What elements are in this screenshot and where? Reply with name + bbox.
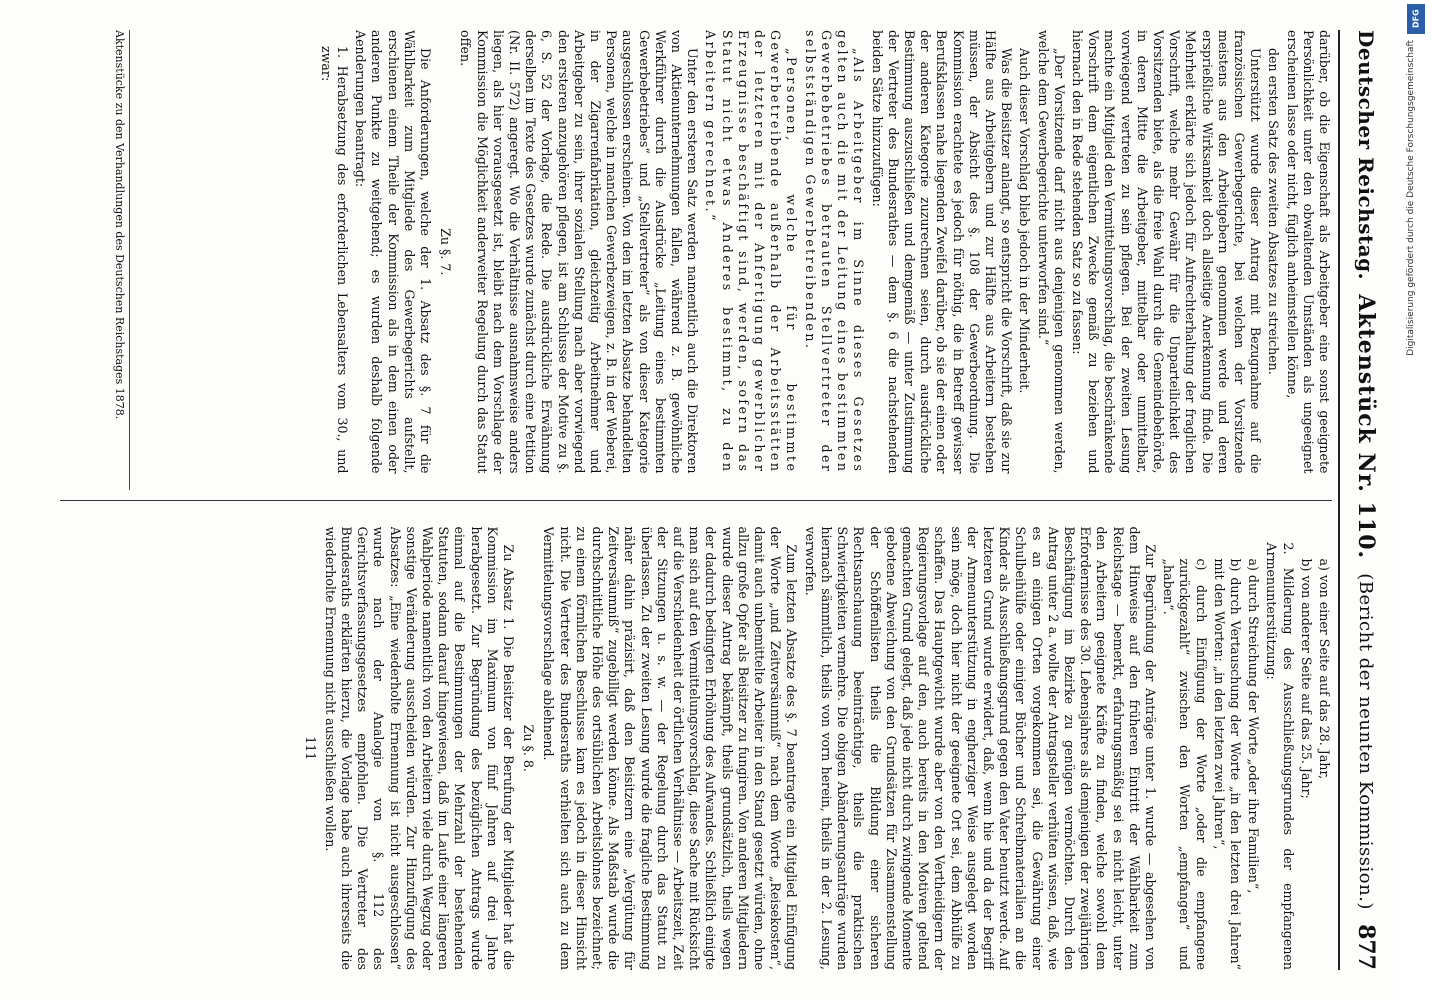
header-publication: Deutscher Reichstag. — [1354, 30, 1378, 281]
list-item: 1. Herabsetzung des erforderlichen Lebensalters vom 30., und zwar: — [318, 46, 351, 474]
header-report-title: (Bericht der neunten Kommission.) — [1355, 573, 1377, 910]
text-columns — [60, 30, 1332, 970]
list-item: b) durch Vertauschung der Worte „in den letzten drei Jahren“ mit den Worten: „in den letzten zwei Jahren“, — [1211, 558, 1243, 970]
paragraph: Die Anforderungen, welche der 1. Absatz des §. 7 für die Wählbarkeit zum Mitgliede des Gewerbegerichts aufstellt, erschienen einem Theile der Kommission als in dem einen oder anderen Punkte zu weitgehend; es wurden deshalb folgende Aenderungen beantragt: — [353, 30, 434, 474]
dfg-credit: Digitalisierung gefördert durch die Deutsche Forschungsgemeinschaft — [1406, 40, 1416, 356]
dfg-logo: DFG — [1407, 4, 1425, 34]
paragraph: Unter den ersteren Satz werden namentlich auch die Direktoren von Aktienunternehmungen fallen, während z. B. gewöhnliche Werkführer durch die Ausdrücke „Leitung eines bestimmten Gewerbebetriebes“ und „Stellvertreter“ als von dieser Kategorie ausgeschlossen erscheinen. Von den im letzten Absatze behandelten Personen, welche in manchen Gewerbezweigen, z. B. in der Weberei, in der Zigarrenfabrikation, gleichzeitig Arbeitnehmer und Arbeitgeber zu sein, ihrer sozialen Stellung nach aber vorwiegend den ersteren anzugehören pflegen, ist am Schlusse der Motive zu §. 6, S. 52 der Vorlage, die Rede. Die ausdrückliche Erwähnung derselben im Texte des Gesetzes wurde zunächst durch eine Petition (Nr. II. 572) angeregt. Wo die Verhältnisse ausnahmsweise anders liegen, als hier vorausgesetzt ist, bleibt nach dem Vorschlage der Kommission die Möglichkeit anderweiter Regelung durch das Statut offen. — [458, 30, 701, 474]
paragraph: darüber, ob die Eigenschaft als Arbeitgeber eine sonst geeignete Persönlichkeit unter den obwaltenden Umständen als ungeeignet erscheinen lasse oder nicht, füglich anheimstellen könne, — [1284, 30, 1332, 474]
signature-mark: 111 — [302, 736, 318, 761]
paragraph: Zu Absatz 1. Die Beisitzer der Berufung der Mitglieder hat die Kommission im Maximum von fünf Jahren auf drei Jahre herabgesetzt. Zur Begründung des bezüglichen Antrags wurde einmal auf die Bestimmungen der Mehrzahl der bestehenden Statuten, sodann darauf hingewiesen, daß im Laufe einer längeren Wahlperiode namentlich von den Arbeitern viele durch Wegzug oder sonstige Veränderung ausscheiden würden. Zur Hinzufügung des Absatzes: „Eine wiederholte Ernennung ist nicht ausgeschlossen“ wurde nach der Analogie von §. 112 des Gerichtsverfassungsgesetzes empfohlen. Die Vertreter des Bundesraths erklärten hierzu, die Vorlage habe auch ihrerseits die wiederholte Ernennung nicht ausschließen wollen. — [322, 526, 517, 970]
column-left — [60, 30, 1332, 474]
header-document-number: Aktenstück Nr. 110. — [1353, 294, 1379, 560]
paragraph: Unterstützt wurde dieser Antrag mit Bezugnahme auf die französischen Gewerbegerichte, bei welchen der Vorsitzende meistens aus den Arbeitgebern genommen werde und deren ersprießliche Wirksamkeit doch allseitige Anerkennung finde. Die Mehrheit erklärte sich jedoch für Aufrechterhaltung der fraglichen Vorschrift, welche mehr Gewähr für die Unparteilichkeit des Vorsitzenden biete, als die freie Wahl durch die Gemeindebehörde, in deren Mitte die Arbeitgeber, mittelbar oder unmittelbar, vorwiegend vertreten zu sein pflegen. Bei der zweiten Lesung machte ein Mitglied den Vermittelungsvorschlag, die beschränkende Vorschrift dem eigentlichen Zwecke gemäß zu beziehen und hiernach den in Rede stehenden Satz so zu fassen: — [1069, 30, 1264, 474]
list-item: a) von einer Seite auf das 28. Jahr, — [1317, 558, 1332, 780]
quote-paragraph: „Personen, welche für bestimmte Gewerbetreibende außerhalb der Arbeitsstätten der letzteren mit der Anfertigung gewerblicher Erzeugnisse beschäftigt sind, werden, sofern das Statut nicht etwas Anderes bestimmt, zu den Arbeitern gerechnet.“ — [703, 30, 800, 474]
quote-paragraph: „Als Arbeitgeber im Sinne dieses Gesetzes gelten auch die mit der Leitung eines bestimmten Gewerbebetriebes betrauten Stellvertreter der selbstständigen Gewerbetreibenden. — [802, 30, 867, 474]
paragraph: Zur Begründung der Anträge unter 1. wurde — abgesehen von dem Hinweise auf den früheren Eintritt der Wählbarkeit zum Reichstage — bemerkt, erfahrungsmäßig sei es nicht leicht, unter den Arbeitern geeignete Kräfte zu finden, welche sowohl dem Erfordernisse des 30. Lebensjahres als demjenigen der zweijährigen Beschäftigung im Bezirke zu genügen vermöchten. Durch den Antrag unter 2 a. wollte der Antragsteller verhüten wissen, daß, wie es an einigen Orten vorgekommen sei, die Gewährung einer Schulbeihülfe oder einiger Bücher und Schreibmaterialien an die Kinder als Ausschließungsgrund gegen den Vater benutzt werde. Auf letzteren Grund wurde erwidert, daß, wenn hie und da der Begriff der Armenunterstützung in engherziger Weise ausgelegt worden sein möge, doch hier nicht der geeignete Ort sei, dem Abhülfe zu schaffen. Das Hauptgewicht wurde aber von den Vertheidigern der Regierungsvorlage auf den, auch bereits in den Motiven geltend gemachten Grund gelegt, daß jede nicht durch zwingende Momente gebotene Abweichung von den Grundsätzen für Zusammenstellung der Schöffenlisten theils die Bildung einer sicheren Rechtsanschauung beeinträchtige, theils die praktischen Schwierigkeiten vermehre. Die obigen Abänderungsanträge wurden hiernach sämmtlich, theils von vorn herein, theils in der 2. Lesung, verworfen. — [802, 526, 1158, 970]
paragraph: Auch dieser Vorschlag blieb jedoch in der Minderheit. — [1017, 48, 1033, 394]
page-header — [1338, 30, 1392, 970]
list-item: b) von anderer Seite auf das 25. Jahr; — [1298, 558, 1314, 799]
list-item: a) durch Streichung der Worte „oder ihre Familien“, — [1246, 558, 1262, 894]
paragraph: Zum letzten Absatze des §. 7 beantragte ein Mitglied Einfügung der Worte „und Zeitversäumniß“ nach dem Worte „Reisekosten“, damit auch unbemittelte Arbeiter in den Stand gesetzt würden, ohne allzu große Opfer als Beisitzer zu fungiren. Von anderen Mitgliedern wurde dieser Antrag bekämpft, theils grundsätzlich, theils wegen der dadurch bedingten Erhöhung des Aufwandes. Schließlich einigte man sich auf den Vermittelungsvorschlag, diese Sache mit Rücksicht auf die Verschiedenheit der örtlichen Verhältnisse — Arbeitszeit, Zeit der Sitzungen u. s. w. — der Regelung durch das Statut zu überlassen. Zu der zweiten Lesung wurde die fragliche Bestimmung näher dahin präzisirt, daß den Beisitzern eine „Vergütung für Zeitversäumniß“ zugebilligt werden könne. Als Maßstab wurde die durchschnittliche Höhe des ortsüblichen Arbeitslohnes bezeichnet; zu einem förmlichen Beschlusse kam es jedoch in dieser Hinsicht nicht. Die Vertreter des Bundesraths verhielten sich auch zu dem Vermittelungsvorschlage ablehnend. — [541, 526, 800, 970]
quote-paragraph: „Der Vorsitzende darf nicht aus denjenigen genommen werden, welche dem Gewerbegerichte unterworfen sind.“ — [1035, 30, 1067, 474]
paragraph: den ersten Satz des zweiten Absatzes zu streichen. — [1266, 48, 1282, 375]
section-heading: Zu §. 7. — [438, 228, 454, 276]
list-item: c) durch Einfügung der Worte „oder die empfangene zurückgezahlt“ zwischen den Worten „empfangen“ und „haben“. — [1161, 558, 1209, 970]
page-number: 877 — [1353, 924, 1379, 970]
page-footnote: Aktenstücke zu den Verhandlungen des Deutschen Reichstages 1878. — [113, 30, 130, 490]
column-divider — [60, 500, 1332, 501]
dfg-sidebar — [1404, 0, 1428, 1000]
column-right — [60, 527, 1332, 971]
paragraph: Was die Beisitzer anlangt, so entspricht die Vorschrift, daß sie zur Hälfte aus Arbeitgebern und zur Hälfte aus Arbeitern bestehen müssen, der Absicht des §. 108 der Gewerbeordnung. Die Kommission erachtete es jedoch für nöthig, die in Betreff gewisser Berufsklassen nahe liegenden Zweifel darüber, ob sie der einen oder der anderen Kategorie zuzurechnen seien, durch ausdrückliche Bestimmung auszuschließen und demgemäß — unter Zustimmung der Vertreter des Bundesrathes — dem §. 6 die nachstehenden beiden Sätze hinzuzufügen: — [869, 30, 1015, 474]
section-heading: Zu §. 8. — [521, 724, 537, 772]
list-item: 2. Milderung des Ausschließungsgrundes der empfangenen Armenunterstützung: — [1264, 542, 1296, 970]
